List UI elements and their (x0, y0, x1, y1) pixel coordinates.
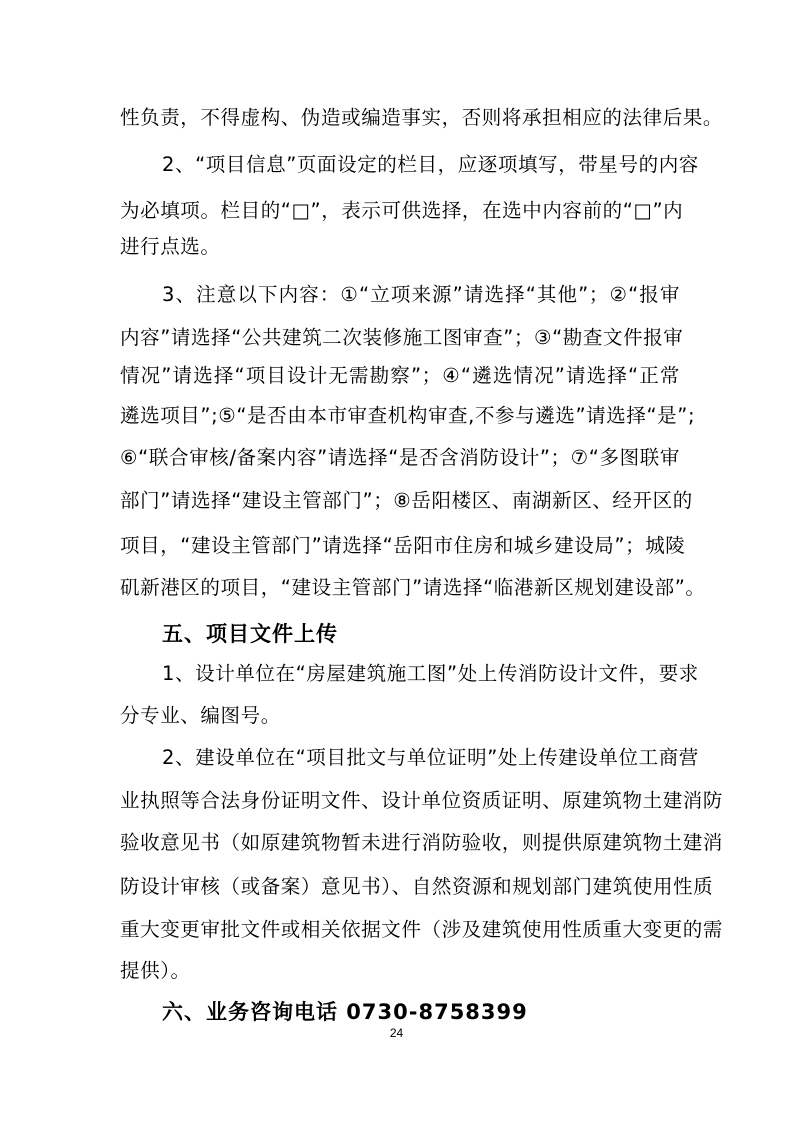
paragraph-line: 情况”请选择“项目设计无需勘察”；④“遴选情况”请选择“正常 (120, 364, 680, 387)
paragraph-line: ⑥“联合审核/备案内容”请选择“是否含消防设计”；⑦“多图联审 (120, 446, 680, 469)
paragraph-line: 矶新港区的项目，“建设主管部门”请选择“临港新区规划建设部”。 (120, 576, 706, 599)
paragraph-line: 防设计审核（或备案）意见书）、自然资源和规划部门建筑使用性质 (120, 875, 714, 898)
paragraph-line: 验收意见书（如原建筑物暂未进行消防验收，则提供原建筑物土建消 (120, 831, 724, 854)
paragraph-line: 提供）。 (120, 959, 191, 982)
paragraph-line: 2、建设单位在“项目批文与单位证明”处上传建设单位工商营 (162, 746, 699, 769)
paragraph-line: 2、“项目信息”页面设定的栏目，应逐项填写，带星号的内容 (162, 153, 699, 176)
paragraph-line: 部门”请选择“建设主管部门”；⑧岳阳楼区、南湖新区、经开区的 (120, 489, 693, 512)
paragraph-line: 项目，“建设主管部门”请选择“岳阳市住房和城乡建设局”；城陵 (120, 534, 686, 557)
paragraph-line: 分专业、编图号。 (120, 704, 281, 727)
section-heading: 五、项目文件上传 (162, 622, 338, 646)
paragraph-line: 3、注意以下内容：①“立项来源”请选择“其他”；②“报审 (162, 283, 680, 306)
paragraph-line: 遴选项目”;⑤“是否由本市审查机构审查,不参与遴选”请选择“是”; (120, 404, 696, 427)
section-heading: 六、业务咨询电话 0730-8758399 (162, 1000, 528, 1024)
paragraph-line: 性负责，不得虚构、伪造或编造事实，否则将承担相应的法律后果。 (120, 106, 724, 129)
paragraph-line: 为必填项。栏目的“□”，表示可供选择，在选中内容前的“□”内 (120, 199, 684, 222)
paragraph-line: 1、设计单位在“房屋建筑施工图”处上传消防设计文件，要求 (162, 662, 699, 685)
paragraph-line: 进行点选。 (120, 235, 221, 258)
page-number: 24 (389, 1026, 404, 1040)
paragraph-line: 重大变更审批文件或相关依据文件（涉及建筑使用性质重大变更的需 (120, 918, 724, 941)
paragraph-line: 内容”请选择“公共建筑二次装修施工图审查”；③“勘查文件报审 (120, 326, 684, 349)
paragraph-line: 业执照等合法身份证明文件、设计单位资质证明、原建筑物土建消防 (120, 789, 724, 812)
